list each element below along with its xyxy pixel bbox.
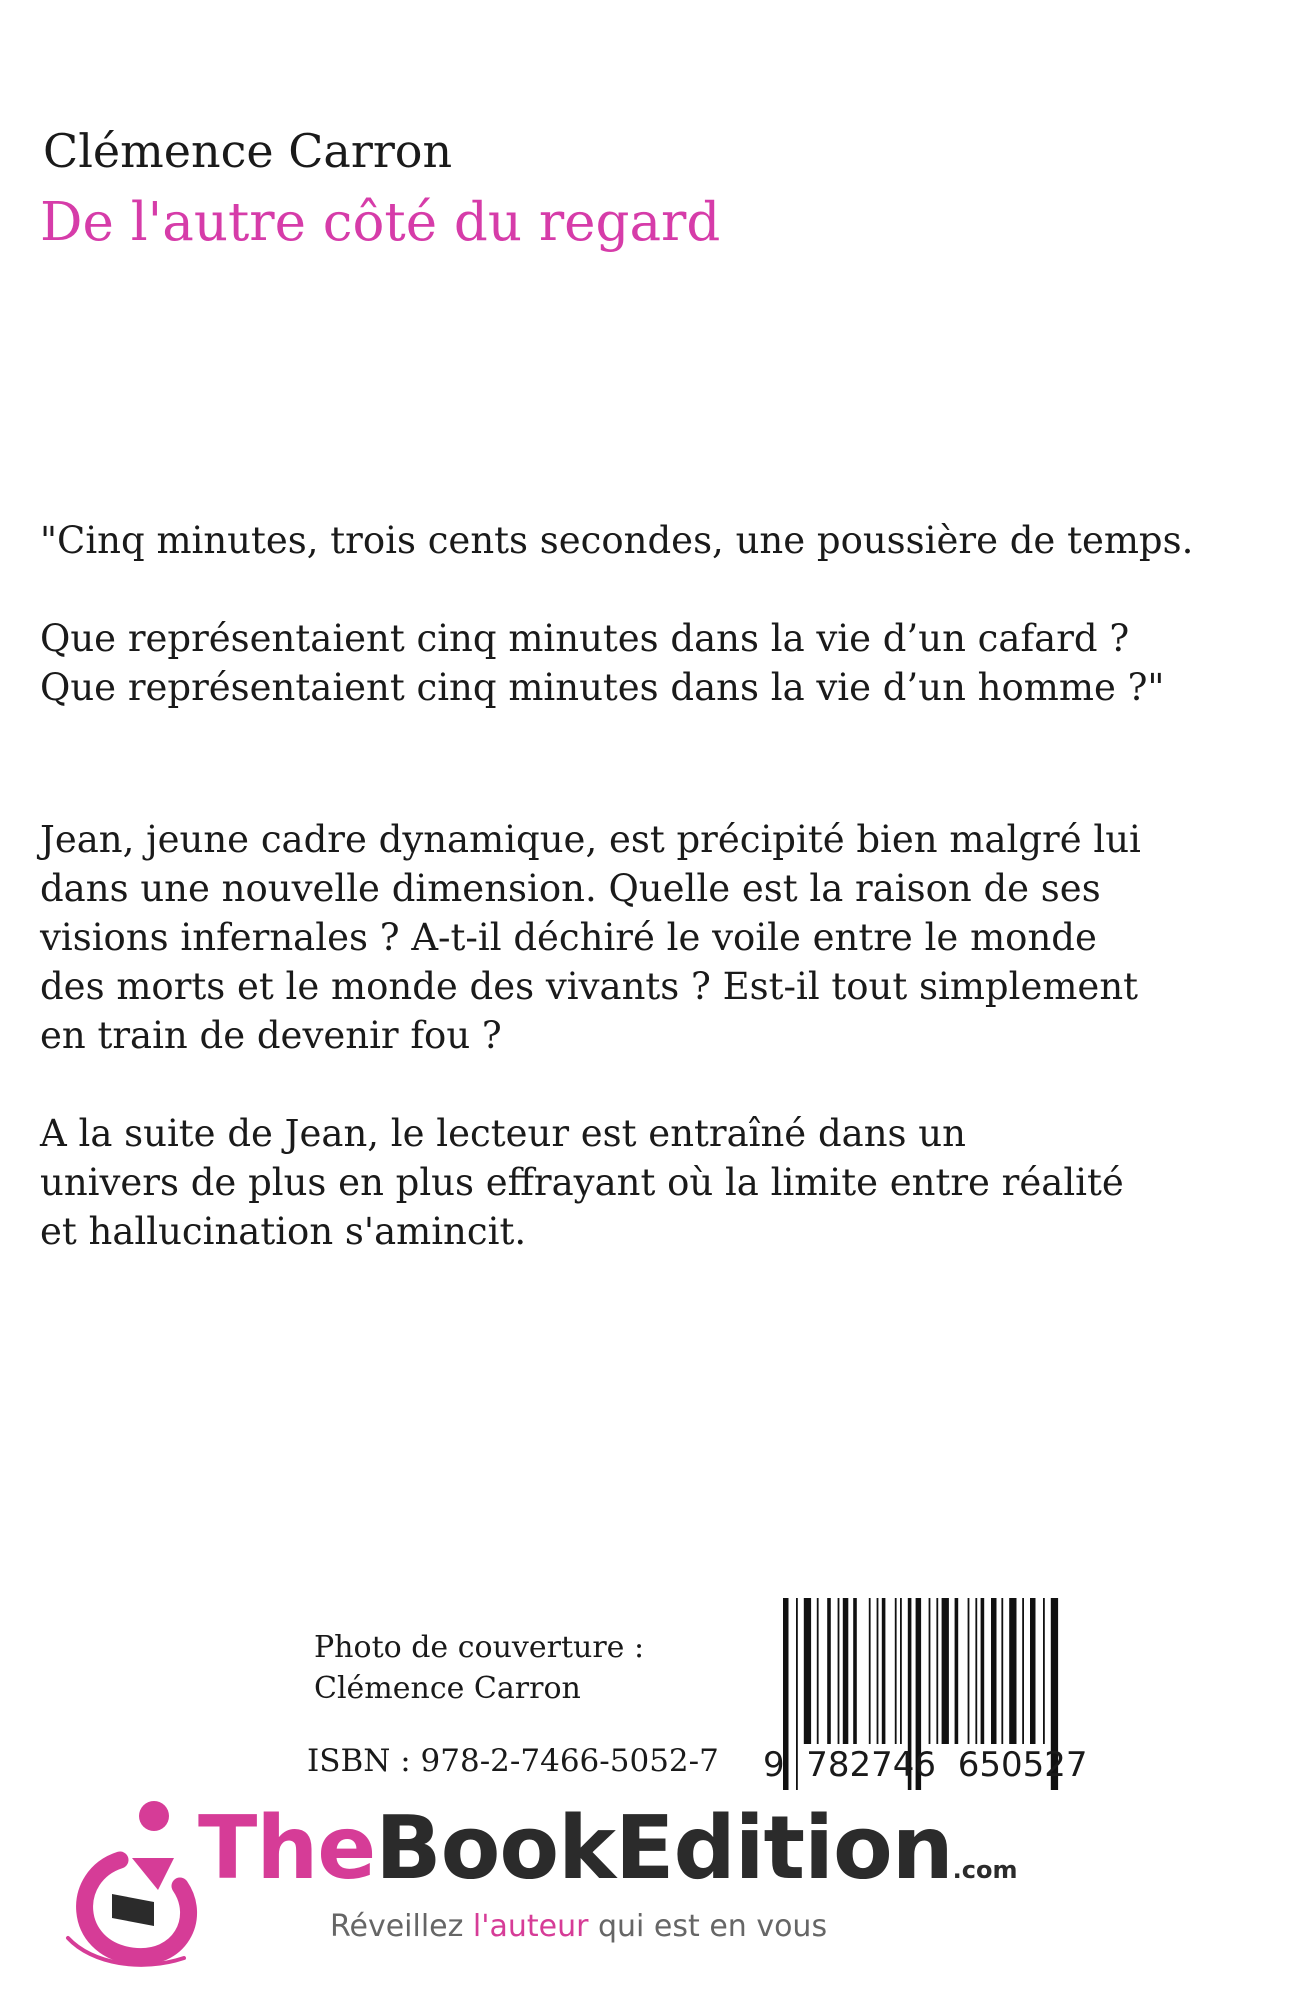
author-name: Clémence Carron	[43, 124, 453, 178]
tagline-end: qui est en vous	[588, 1909, 828, 1944]
brand-wordmark	[198, 1797, 1018, 1899]
barcode-bar	[1001, 1598, 1003, 1744]
synopsis-line: A la suite de Jean, le lecteur est entraîné dans un	[40, 1112, 966, 1155]
barcode-bar	[981, 1598, 985, 1744]
barcode-bar	[942, 1598, 949, 1744]
synopsis-line: univers de plus en plus effrayant où la limite entre réalité	[40, 1161, 1124, 1204]
barcode-bar	[838, 1598, 840, 1744]
barcode-bar	[882, 1598, 886, 1744]
brand-bookedition: BookEdition	[375, 1797, 953, 1899]
barcode-bar	[853, 1598, 857, 1744]
brand-com: .com	[952, 1856, 1018, 1884]
barcode-bar	[895, 1598, 897, 1744]
barcode-bar	[1030, 1598, 1036, 1744]
barcode-bar	[827, 1598, 831, 1744]
barcode-digits-left: 782746	[806, 1745, 937, 1785]
synopsis-block	[40, 815, 1240, 1256]
barcode-bar	[900, 1598, 902, 1744]
photo-credit-author: Clémence Carron	[314, 1671, 581, 1706]
barcode-bar	[968, 1598, 970, 1744]
thebookedition-logo-icon	[62, 1798, 212, 1973]
barcode-bar	[1043, 1598, 1045, 1744]
synopsis-line: visions infernales ? A-t-il déchiré le voile entre le monde	[40, 916, 1097, 959]
barcode-digit-first: 9	[763, 1745, 785, 1785]
brand-the: The	[198, 1797, 376, 1899]
quote-line: Que représentaient cinq minutes dans la vie d’un cafard ?	[40, 617, 1130, 660]
barcode-bar	[929, 1598, 931, 1744]
synopsis-line: des morts et le monde des vivants ? Est-il tout simplement	[40, 965, 1139, 1008]
barcode-bar	[817, 1598, 819, 1744]
barcode-bar	[955, 1598, 959, 1744]
synopsis-line: en train de devenir fou ?	[40, 1014, 502, 1057]
barcode-bar	[877, 1598, 879, 1744]
barcode-digits-right: 650527	[957, 1745, 1088, 1785]
isbn-text: ISBN : 978-2-7466-5052-7	[307, 1743, 719, 1779]
synopsis-line: Jean, jeune cadre dynamique, est précipité bien malgré lui	[40, 818, 1141, 861]
barcode-digits	[763, 1745, 1088, 1785]
book-title: De l'autre côté du regard	[40, 192, 721, 253]
barcode-bar	[936, 1598, 938, 1744]
photo-credits	[314, 1627, 644, 1709]
barcode-bar	[843, 1598, 849, 1744]
quote-block	[40, 516, 1240, 712]
tagline-start: Réveillez	[330, 1909, 473, 1944]
barcode-bar	[991, 1598, 997, 1744]
brand-tagline	[330, 1909, 828, 1944]
quote-line: "Cinq minutes, trois cents secondes, une poussière de temps.	[40, 519, 1194, 562]
barcode-bar	[869, 1598, 871, 1744]
barcode-bar	[1009, 1598, 1016, 1744]
synopsis-line: dans une nouvelle dimension. Quelle est la raison de ses	[40, 867, 1101, 910]
barcode-bar	[804, 1598, 811, 1744]
tagline-highlight: l'auteur	[472, 1909, 589, 1944]
photo-credit-label: Photo de couverture :	[314, 1630, 645, 1665]
barcode-bar	[1022, 1598, 1024, 1744]
barcode-bar	[975, 1598, 977, 1744]
synopsis-line: et hallucination s'amincit.	[40, 1210, 527, 1253]
quote-line: Que représentaient cinq minutes dans la vie d’un homme ?"	[40, 666, 1165, 709]
